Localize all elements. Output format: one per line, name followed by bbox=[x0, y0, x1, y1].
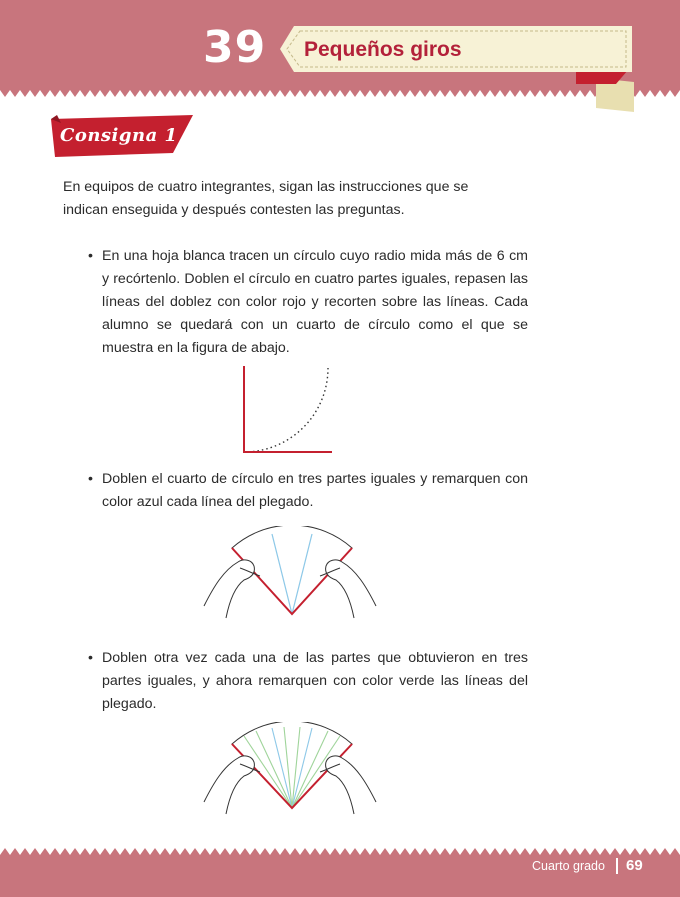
intro-paragraph: En equipos de cuatro integrantes, sigan las instrucciones que se indican enseguida y después contesten las preguntas. bbox=[63, 179, 469, 218]
quarter-circle-figure bbox=[236, 360, 340, 458]
green-fold-figure bbox=[200, 722, 380, 822]
step-2: • Doblen el cuarto de círculo en tres partes iguales y remarquen con color azul cada línea del plegado. bbox=[88, 468, 528, 514]
lesson-number: 39 bbox=[203, 22, 267, 73]
page-number: 69 bbox=[626, 857, 643, 874]
footer-divider bbox=[616, 858, 618, 874]
grade-label: Cuarto grado bbox=[532, 859, 605, 873]
step-1: • En una hoja blanca tracen un círculo cuyo radio mida más de 6 cm y recórtenlo. Doblen el círculo en cuatro partes iguales, repasen las líneas del doblez con color rojo y recorten sobre las líneas. Cada alumno se quedará con un cuarto de círculo como el que se muestra en la figura de abajo. bbox=[88, 245, 528, 360]
step-3: • Doblen otra vez cada una de las partes que obtuvieron en tres partes iguales, y ahora remarquen con color verde las líneas del plegado. bbox=[88, 647, 528, 716]
consigna-label: Consigna 1 bbox=[60, 125, 178, 146]
blue-fold-figure bbox=[200, 526, 380, 626]
lesson-title: Pequeños giros bbox=[304, 38, 462, 61]
